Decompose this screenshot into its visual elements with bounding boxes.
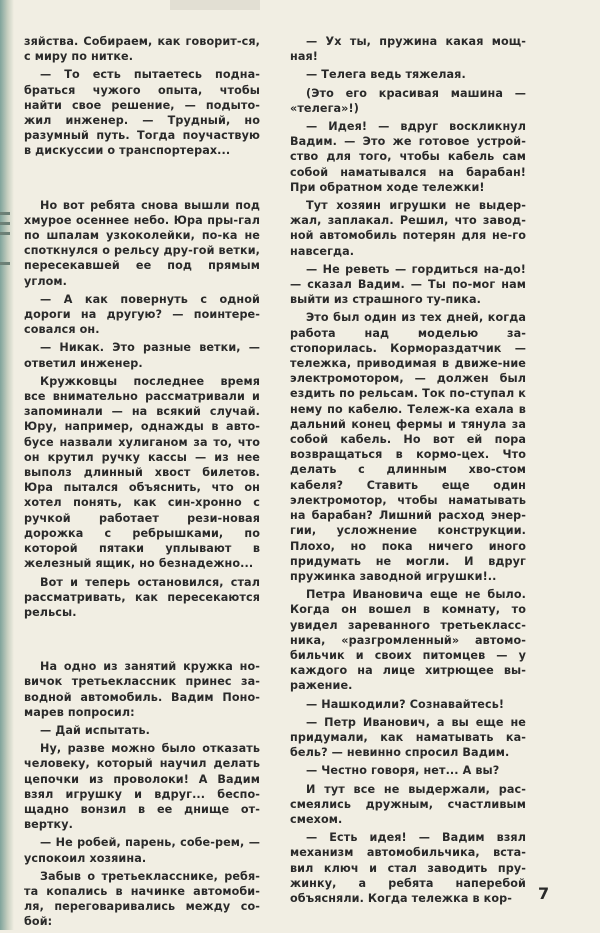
paragraph: — То есть пытаетесь подна-браться чужого опыта, чтобы найти свое решение, — подыто-жил инженер. — Трудный, но разумный путь. Тогда поучаствую в дискуссии о транспортерах... — [24, 68, 260, 158]
paragraph: Вот и теперь остановился, стал рассматривать, как пересекаются рельсы. — [24, 575, 260, 619]
paragraph: Забыв о третьекласснике, ребя-та копались в начинке автомоби-ля, переговаривались между со-бой: — [24, 869, 260, 929]
paragraph: Но вот ребята снова вышли под хмурое осеннее небо. Юра пры-гал по шпалам узкоколейки, по-ка не споткнулся о рельсу дру-гой ветки, пересекавшей ее под прямым углом. — [24, 198, 260, 288]
page-number: 7 — [538, 884, 550, 903]
paragraph: — Никак. Это разные ветки, — ответил инженер. — [24, 341, 260, 370]
page-edge-shadow — [0, 0, 14, 930]
edge-mark — [0, 232, 10, 235]
left-column — [24, 34, 260, 933]
paragraph: На одно из занятий кружка но-вичок третьеклассник принес за-водной автомобиль. Вадим Поно-марев попросил: — [24, 660, 260, 719]
paragraph: — Не реветь — гордиться на-до! — сказал Вадим. — Ты по-мог нам выйти из страшного ту-пика. — [290, 262, 526, 307]
paragraph: — Не робей, парень, собе-рем, — успокоил хозяина. — [24, 836, 260, 865]
paragraph: — А как повернуть с одной дороги на другую? — поинтере-совался он. — [24, 292, 260, 337]
edge-mark — [0, 222, 10, 225]
paragraph: Тут хозяин игрушки не выдер-жал, заплакал. Решил, что завод-ной автомобиль потерян для не-го навсегда. — [290, 199, 526, 258]
paragraph: — Нашкодили? Сознавайтесь! — [306, 697, 505, 711]
paragraph: Петра Ивановича еще не было. Когда он вошел в комнату, то увидел зареванного третьекласс-ника, «разгромленный» автомо-бильчик и своих питомцев — у каждого на лице хитрющее вы-ражение. — [290, 588, 526, 693]
paragraph: — Телега ведь тяжелая. — [306, 68, 466, 82]
section-gap — [24, 623, 260, 659]
edge-mark — [0, 262, 10, 265]
paragraph: Кружковцы последнее время все внимательно рассматривали и запоминали — на всякий случай. Юру, например, однажды в авто-бусе назвали хулиганом за то, что он крутил ручку кассы — из нее выполз длинный хвост билетов. Юра пытался объяснить, что он хотел понять, как син-хронно с ручкой работает рези-новая дорожка с ребрышками, по которой пятаки уплывают в железный ящик, но безнадежно... — [24, 374, 260, 571]
right-column — [290, 34, 526, 909]
section-gap — [24, 162, 260, 198]
paragraph: — Идея! — вдруг воскликнул Вадим. — Это же готовое устрой-ство для того, чтобы кабель сам собой наматывался на барабан! При обратном ходе тележки! — [290, 120, 526, 194]
paragraph: зяйства. Собираем, как говорит-ся, с миру по нитке. — [24, 35, 260, 64]
paragraph: — Петр Иванович, а вы еще не придумали, как наматывать ка-бель? — невинно спросил Вадим. — [290, 715, 526, 760]
paragraph: — Есть идея! — Вадим взял механизм автомобильчика, вста-вил ключ и стал заводить пру-жинку, а ребята наперебой объясняли. Когда тележка в кор- — [290, 831, 526, 905]
paragraph: — Дай испытать. — [40, 723, 150, 737]
paragraph: (Это его красивая машина — «телега»!) — [290, 86, 526, 115]
top-scan-strip — [170, 0, 260, 10]
paragraph: — Честно говоря, нет... А вы? — [306, 764, 500, 778]
paragraph: Это был один из тех дней, когда работа над моделью за-стопорилась. Кормораздатчик — тележка, приводимая в движе-ние электромотором, — должен был ездить по рельсам. Ток по-ступал к нему по кабелю. Тележ-ка ехала в дальний конец фермы и тянула за собой кабель. Но вот ей пора возвращаться в кормо-цех. Что делать с длинным хво-стом кабеля? Ставить еще один электромотор, чтобы наматывать на барабан? Лишний расход энер-гии, усложнение конструкции. Плохо, но пока ничего иного придумать не могли. И вдруг пружинка заводной игрушки!.. — [290, 311, 526, 583]
paragraph: — Ух ты, пружина какая мощ-ная! — [290, 35, 526, 64]
paragraph: И тут все не выдержали, рас-смеялись дружным, счастливым смехом. — [290, 782, 526, 826]
edge-mark — [0, 212, 10, 215]
paragraph: Ну, разве можно было отказать человеку, который научил делать цепочки из проволоки! А Вадим взял игрушку и вдруг... беспо-щадно вонзил в ее днище от-вертку. — [24, 742, 260, 832]
